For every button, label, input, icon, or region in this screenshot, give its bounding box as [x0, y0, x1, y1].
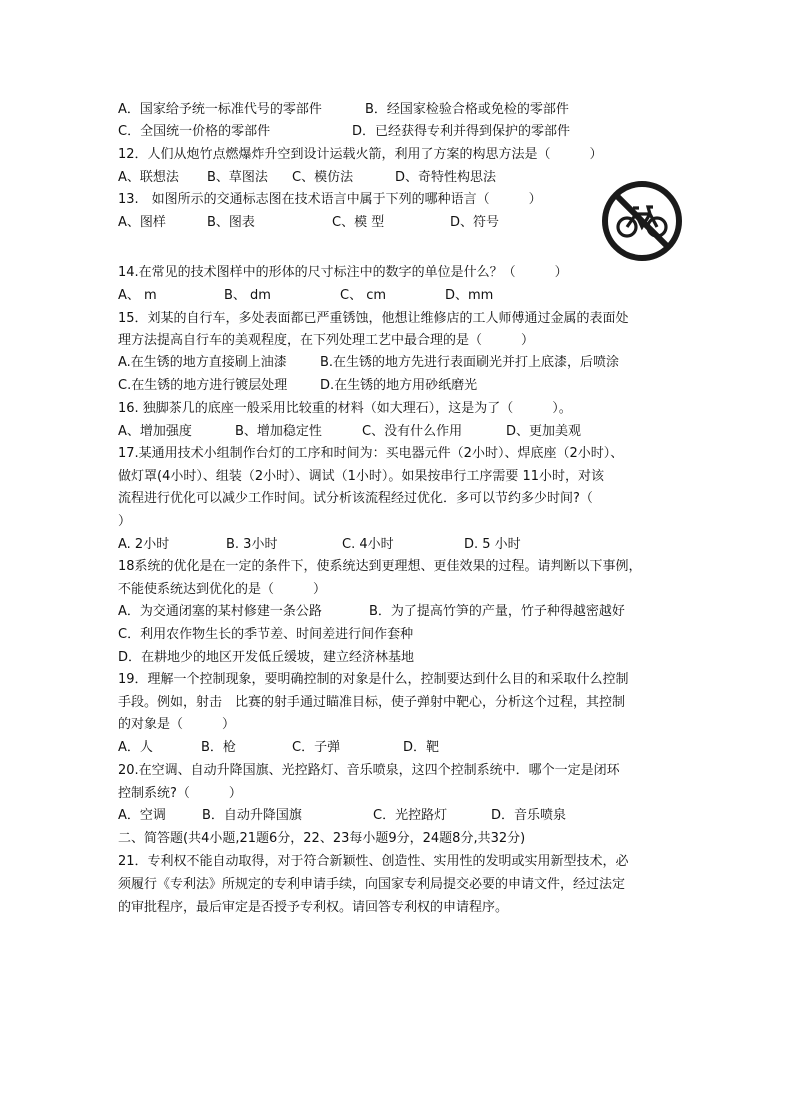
text-segment: 17.某通用技术小组制作台灯的工序和时间为：买电器元件（2小时）、焊底座（2小时）、 — [118, 446, 624, 461]
text-segment: C．利用农作物生长的季节差、时间差进行间作套种 — [118, 627, 414, 642]
text-segment: B、草图法 — [207, 170, 268, 185]
text-segment: 21．专利权不能自动取得，对于符合新颖性、创造性、实用性的发明或实用新型技术，必 — [118, 854, 629, 869]
text-segment: D．靶 — [403, 740, 440, 755]
text-segment: B、图表 — [207, 215, 255, 230]
text-segment: C．子弹 — [292, 740, 341, 755]
text-segment: A. 2小时 — [118, 537, 170, 552]
text-segment: 19．理解一个控制现象，要明确控制的对象是什么，控制要达到什么目的和采取什么控制 — [118, 672, 629, 687]
text-segment: 做灯罩(4小时）、组装（2小时）、调试（1小时）。如果按串行工序需要 11小时，对该 — [118, 469, 605, 484]
text-segment: D．已经获得专利并得到保护的零部件 — [352, 124, 571, 139]
text-segment: D、mm — [445, 288, 494, 303]
text-segment: D、更加美观 — [506, 424, 582, 439]
text-segment: A．为交通闭塞的某村修建一条公路 — [118, 604, 322, 619]
text-segment: A、图样 — [118, 215, 166, 230]
text-segment: 控制系统?（ ） — [118, 786, 242, 801]
text-segment: A.在生锈的地方直接刷上油漆 — [118, 355, 287, 370]
text-segment: D.在生锈的地方用砂纸磨光 — [320, 378, 478, 393]
text-segment: A．人 — [118, 740, 153, 755]
text-segment: 理方法提高自行车的美观程度，在下列处理工艺中最合理的是（ ） — [118, 333, 535, 348]
text-segment: C、模 型 — [332, 215, 385, 230]
text-segment: C、 cm — [340, 288, 387, 303]
text-segment: B．枪 — [201, 740, 236, 755]
text-segment: C.在生锈的地方进行镀层处理 — [118, 378, 288, 393]
text-segment: A、增加强度 — [118, 424, 192, 439]
text-segment: D．在耕地少的地区开发低丘缓坡，建立经济林基地 — [118, 650, 415, 665]
text-segment: 的审批程序，最后审定是否授予专利权。请回答专利权的申请程序。 — [118, 900, 509, 915]
text-segment: 12．人们从炮竹点燃爆炸升空到设计运载火箭，利用了方案的构思方法是（ ） — [118, 147, 603, 162]
text-segment: A、联想法 — [118, 170, 179, 185]
text-segment: D. 5 小时 — [464, 537, 521, 552]
text-segment: C. 4小时 — [342, 537, 394, 552]
text-segment: C、没有什么作用 — [362, 424, 463, 439]
text-segment: ） — [118, 514, 132, 529]
text-segment: 13. 如图所示的交通标志图在技术语言中属于下列的哪种语言（ ） — [118, 192, 542, 207]
text-segment: B、增加稳定性 — [235, 424, 322, 439]
text-segment: C、模仿法 — [292, 170, 354, 185]
text-segment: B. 3小时 — [226, 537, 278, 552]
text-segment: 不能使系统达到优化的是（ ） — [118, 582, 327, 597]
text-segment: A、 m — [118, 288, 157, 303]
text-segment: A．空调 — [118, 808, 166, 823]
text-segment: D、奇特性构思法 — [395, 170, 497, 185]
text-segment: 15．刘某的自行车，多处表面都已严重锈蚀，他想让维修店的工人师傅通过金属的表面处 — [118, 311, 629, 326]
text-segment: 20.在空调、自动升降国旗、光控路灯、音乐喷泉，这四个控制系统中．哪个一定是闭环 — [118, 763, 620, 778]
text-segment: 流程进行优化可以减少工作时间。试分析该流程经过优化．多可以节约多少时间?（ — [118, 491, 593, 506]
text-segment: 须履行《专利法》所规定的专利申请手续，向国家专利局提交必要的申请文件，经过法定 — [118, 877, 626, 892]
text-segment: B．为了提高竹笋的产量，竹子种得越密越好 — [369, 604, 625, 619]
text-segment: B.在生锈的地方先进行表面刷光并打上底漆，后喷涂 — [320, 355, 620, 370]
text-segment: D、符号 — [450, 215, 500, 230]
text-segment: C．全国统一价格的零部件 — [118, 124, 271, 139]
text-segment: C．光控路灯 — [373, 808, 448, 823]
text-segment: 18系统的优化是在一定的条件下，使系统达到更理想、更佳效果的过程。请判断以下事例， — [118, 559, 642, 574]
no-bicycle-sign-icon — [602, 181, 682, 261]
text-segment: 手段。例如，射击 比赛的射手通过瞄准目标，使子弹射中靶心，分析这个过程，其控制 — [118, 695, 626, 710]
text-segment: B．自动升降国旗 — [202, 808, 302, 823]
text-segment: B、 dm — [224, 288, 271, 303]
text-segment: D．音乐喷泉 — [491, 808, 567, 823]
text-segment: A．国家给予统一标准代号的零部件 — [118, 102, 322, 117]
text-segment: 14.在常见的技术图样中的形体的尺寸标注中的数字的单位是什么？（ ） — [118, 265, 568, 280]
text-segment: 16. 独脚茶几的底座一般采用比较重的材料（如大理石），这是为了（ ）。 — [118, 401, 572, 416]
text-segment: 二、简答题(共4小题,21题6分，22、23每小题9分，24题8分,共32分) — [118, 831, 526, 846]
text-segment: B．经国家检验合格或免检的零部件 — [365, 102, 569, 117]
text-segment: 的对象是（ ） — [118, 717, 236, 732]
